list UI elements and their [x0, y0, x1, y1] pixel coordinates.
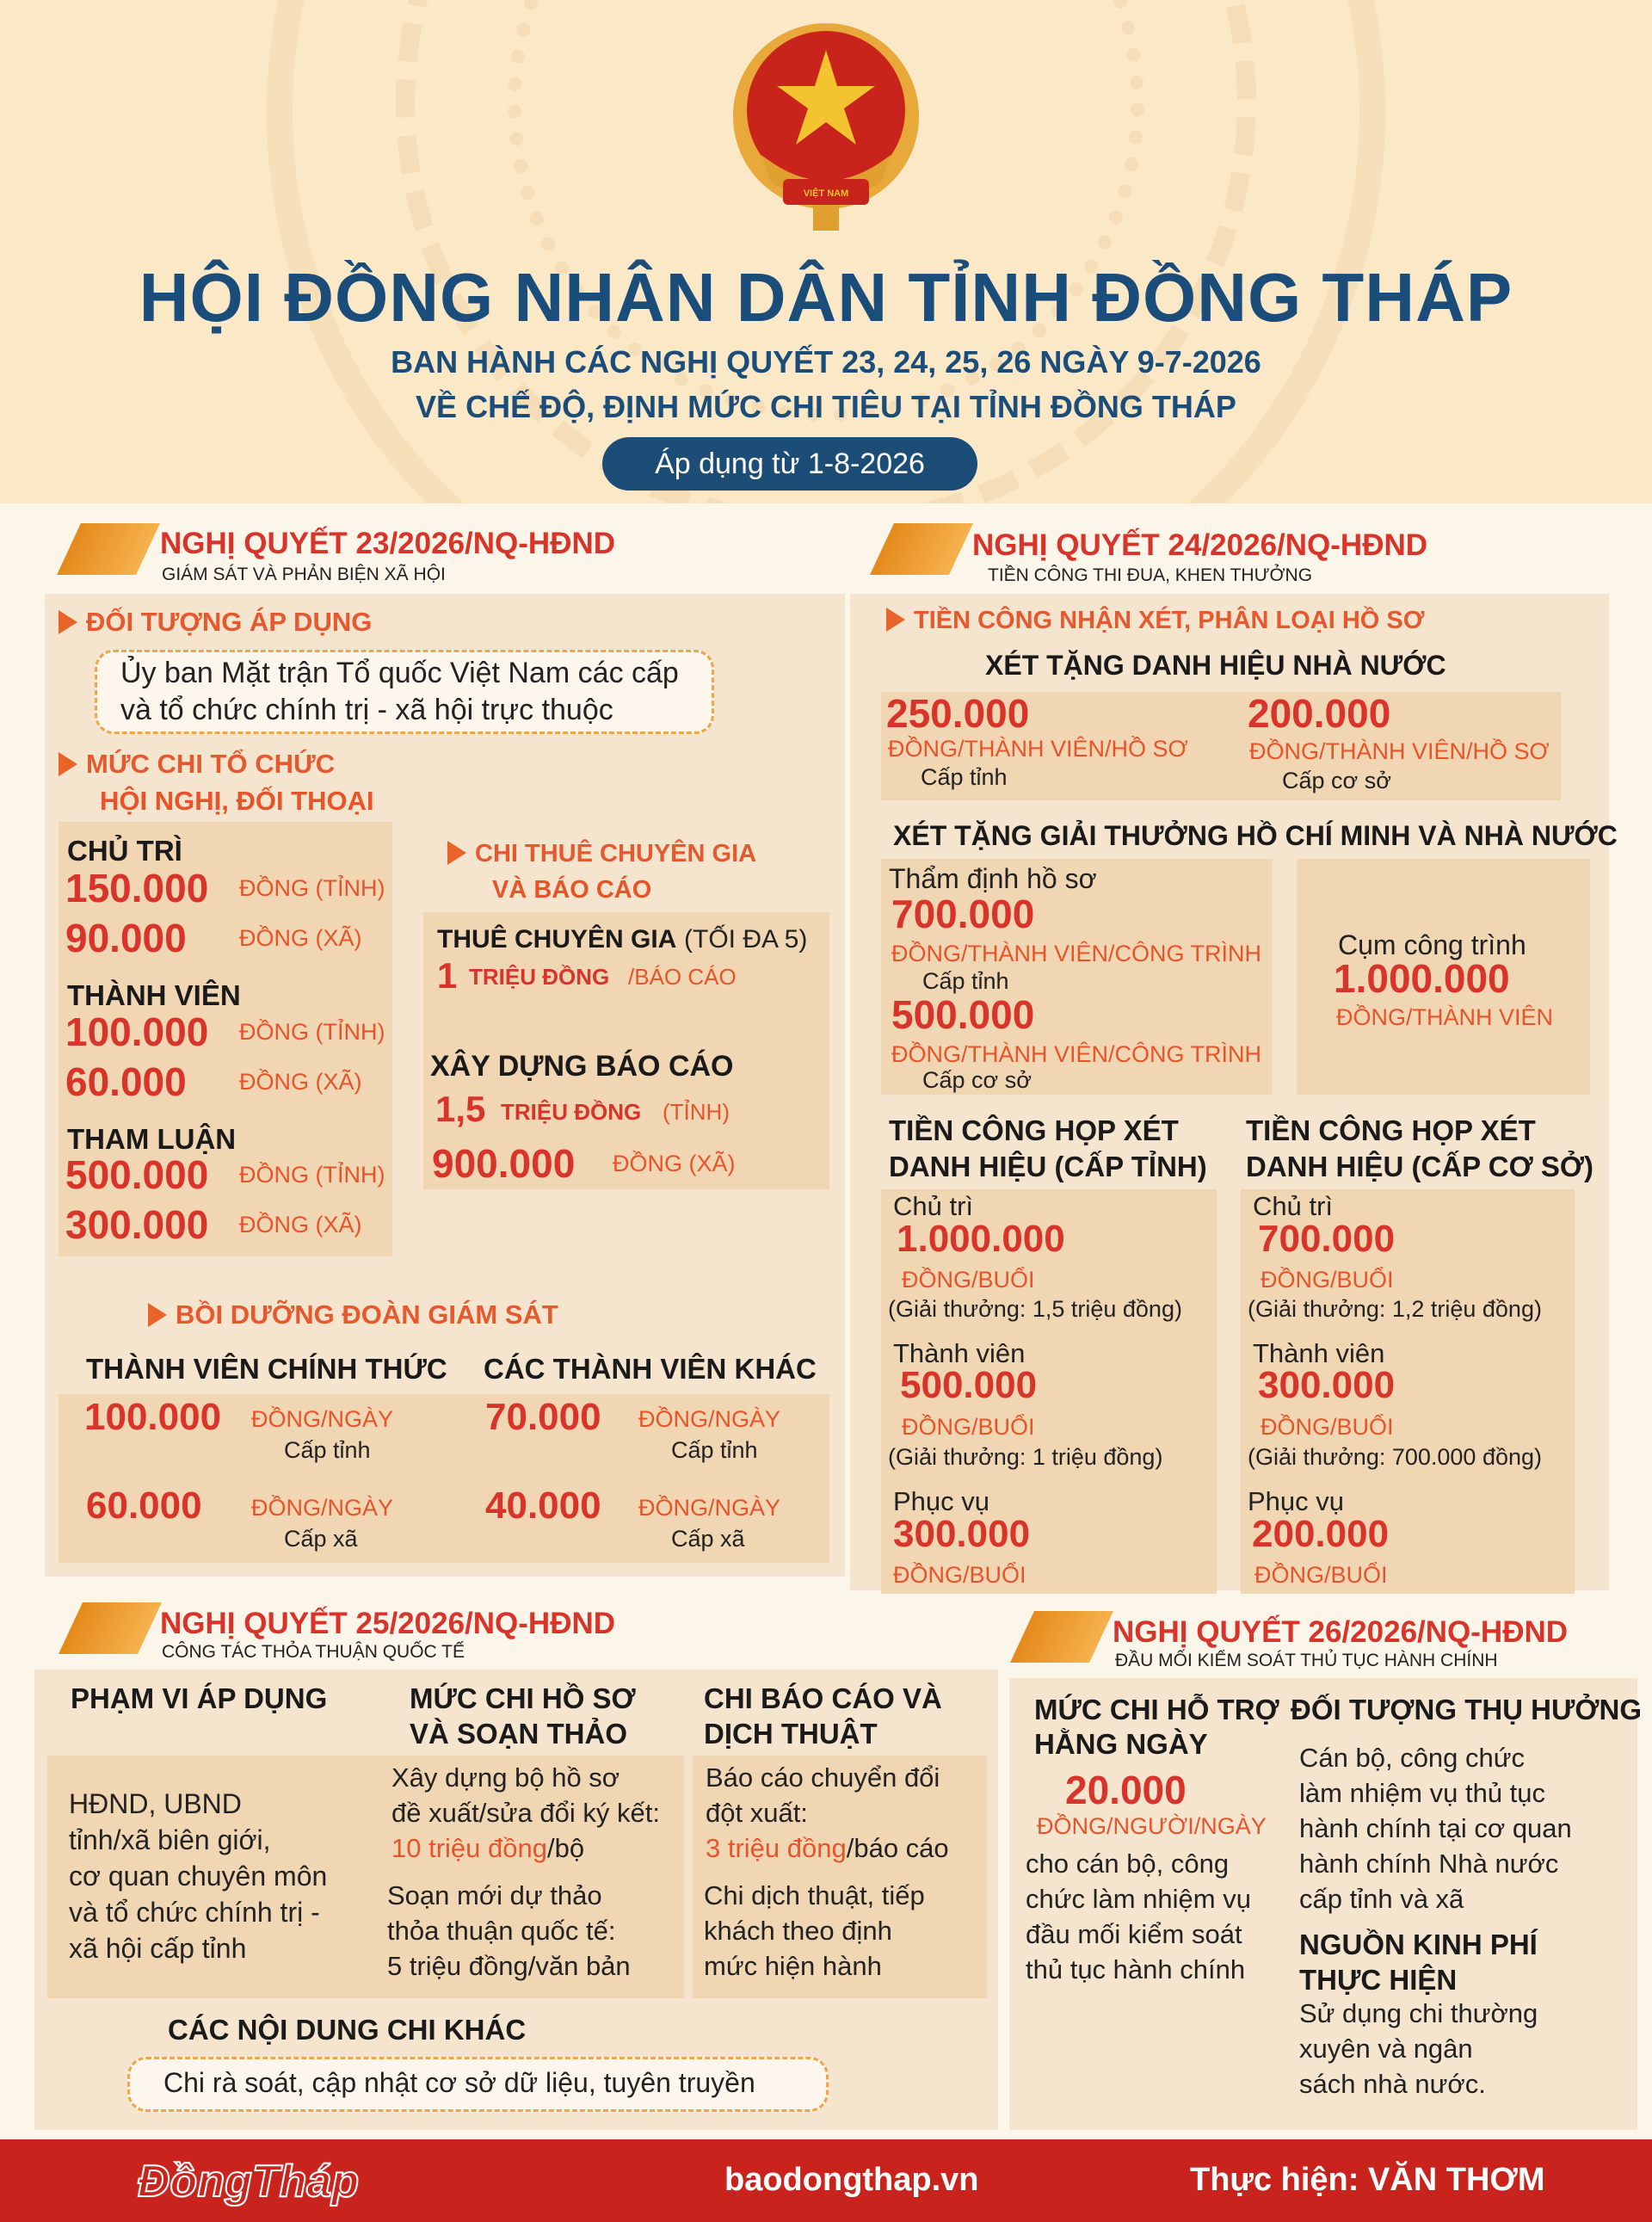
hop-co-so-thanh-vien-label: Thành viên [1253, 1338, 1385, 1368]
ho-so-line5: thỏa thuận quốc tế: [387, 1916, 616, 1946]
hop-co-so-thanh-vien-note: (Giải thưởng: 700.000 đồng) [1248, 1444, 1542, 1470]
xay-dung-bao-cao-label: XÂY DỰNG BÁO CÁO [430, 1050, 734, 1083]
hop-co-so-phuc-vu-unit: ĐỒNG/BUỔI [1254, 1562, 1388, 1588]
cum-cong-trinh-unit: ĐỒNG/THÀNH VIÊN [1336, 1004, 1554, 1030]
boi-duong-col1-heading: THÀNH VIÊN CHÍNH THỨC [86, 1353, 447, 1385]
boi-duong-c2-cap-tinh: Cấp tỉnh [671, 1437, 758, 1463]
boi-duong-c2-unit-tinh: ĐỒNG/NGÀY [638, 1406, 781, 1432]
thue-chuyen-gia-unit: TRIỆU ĐỒNG [469, 964, 610, 990]
thue-chuyen-gia-label: THUÊ CHUYÊN GIA [437, 925, 677, 954]
thu-huong-line1: Cán bộ, công chức [1299, 1743, 1526, 1773]
boi-duong-c1-unit-xa: ĐỒNG/NGÀY [251, 1495, 394, 1521]
bao-cao-heading-2: DỊCH THUẬT [704, 1718, 878, 1750]
nguon-kinh-phi-heading-1: NGUỒN KINH PHÍ [1299, 1929, 1538, 1960]
nha-nuoc-unit-tinh: ĐỒNG/THÀNH VIÊN/HỒ SƠ [888, 736, 1188, 762]
hop-tinh-phuc-vu-unit: ĐỒNG/BUỔI [893, 1562, 1026, 1588]
boi-duong-c1-cap-tinh: Cấp tỉnh [284, 1437, 371, 1463]
boi-duong-c2-unit-xa: ĐỒNG/NGÀY [638, 1495, 781, 1521]
apply-date-badge: Áp dụng từ 1-8-2026 [602, 437, 977, 491]
pham-vi-line5: xã hội cấp tỉnh [69, 1933, 247, 1964]
hcm-value-tinh: 700.000 [891, 892, 1035, 936]
thanh-vien-unit-tinh: ĐỒNG (TỈNH) [239, 1019, 385, 1045]
thanh-vien-label: THÀNH VIÊN [67, 979, 241, 1011]
hop-co-so-phuc-vu-value: 200.000 [1252, 1513, 1390, 1555]
hop-co-so-chu-tri-value: 700.000 [1258, 1218, 1396, 1260]
nq25-title: NGHỊ QUYẾT 25/2026/NQ-HĐND [160, 1607, 616, 1640]
nha-nuoc-cap-tinh: Cấp tỉnh [921, 764, 1008, 790]
cum-cong-trinh-label: Cụm công trình [1338, 929, 1526, 960]
cum-cong-trinh-value: 1.000.000 [1334, 956, 1510, 1001]
ho-tro-line1: cho cán bộ, công [1026, 1849, 1230, 1879]
hop-tinh-thanh-vien-note: (Giải thưởng: 1 triệu đồng) [888, 1444, 1163, 1470]
thanh-vien-value-tinh: 100.000 [65, 1009, 209, 1054]
nha-nuoc-unit-co-so: ĐỒNG/THÀNH VIÊN/HỒ SƠ [1249, 738, 1550, 764]
doi-tuong-heading: ĐỐI TƯỢNG ÁP DỤNG [59, 607, 372, 638]
pham-vi-heading: PHẠM VI ÁP DỤNG [71, 1682, 328, 1714]
hcm-heading: XÉT TẶNG GIẢI THƯỞNG HỒ CHÍ MINH VÀ NHÀ NƯỚC [893, 820, 1618, 851]
ho-so-line6: 5 triệu đồng/văn bản [387, 1951, 631, 1981]
nq24-subtitle: TIỀN CÔNG THI ĐUA, KHEN THƯỞNG [988, 565, 1313, 585]
hop-co-so-heading-1: TIỀN CÔNG HỌP XÉT [1246, 1114, 1536, 1146]
hop-tinh-phuc-vu-value: 300.000 [893, 1513, 1031, 1555]
hop-tinh-phuc-vu-label: Phục vụ [893, 1486, 990, 1516]
bao-cao-line2: đột xuất: [706, 1798, 808, 1828]
hop-tinh-thanh-vien-unit: ĐỒNG/BUỔI [902, 1414, 1035, 1440]
hop-tinh-heading-2: DANH HIỆU (CẤP TỈNH) [889, 1151, 1207, 1182]
nguon-kinh-phi-line3: sách nhà nước. [1299, 2069, 1486, 2099]
bao-cao-amount: 3 triệu đồng [706, 1833, 847, 1863]
bao-cao-suffix: /báo cáo [846, 1833, 949, 1863]
doi-tuong-line2: và tổ chức chính trị - xã hội trực thuộc [120, 694, 613, 726]
tham-luan-unit-xa: ĐỒNG (XÃ) [239, 1212, 362, 1238]
hop-tinh-thanh-vien-label: Thành viên [893, 1338, 1026, 1368]
page-title: HỘI ĐỒNG NHÂN DÂN TỈNH ĐỒNG THÁP [139, 259, 1513, 336]
hop-co-so-chu-tri-label: Chủ trì [1253, 1191, 1334, 1221]
tham-luan-value-xa: 300.000 [65, 1202, 209, 1247]
noi-dung-khac-heading: CÁC NỘI DUNG CHI KHÁC [168, 2014, 527, 2046]
boi-duong-heading: BỒI DƯỠNG ĐOÀN GIÁM SÁT [148, 1299, 558, 1330]
boi-duong-c1-cap-xa: Cấp xã [284, 1526, 358, 1552]
boi-duong-c1-unit-tinh: ĐỒNG/NGÀY [251, 1406, 394, 1432]
thu-huong-line5: cấp tỉnh và xã [1299, 1884, 1464, 1914]
hcm-unit-tinh: ĐỒNG/THÀNH VIÊN/CÔNG TRÌNH [891, 941, 1262, 966]
hop-tinh-thanh-vien-value: 500.000 [900, 1364, 1038, 1406]
ho-tro-unit: ĐỒNG/NGƯỜI/NGÀY [1037, 1813, 1267, 1839]
nq26-subtitle: ĐẦU MỐI KIỂM SOÁT THỦ TỤC HÀNH CHÍNH [1115, 1651, 1498, 1670]
muc-chi-ho-so-heading-1: MỨC CHI HỒ SƠ [410, 1682, 636, 1714]
nq24-stripe-icon [870, 523, 973, 575]
boi-duong-c2-value-tinh: 70.000 [485, 1396, 601, 1438]
nq26-stripe-icon [1010, 1611, 1113, 1663]
ho-tro-line3: đầu mối kiểm soát [1026, 1919, 1242, 1949]
nq25-subtitle: CÔNG TÁC THỎA THUẬN QUỐC TẾ [162, 1642, 465, 1662]
hop-tinh-chu-tri-label: Chủ trì [893, 1191, 974, 1221]
bao-cao-line5: khách theo định [704, 1916, 892, 1946]
footer-credit: Thực hiện: VĂN THƠM [1190, 2162, 1545, 2198]
bao-cao-line6: mức hiện hành [704, 1951, 882, 1981]
thue-chuyen-gia-value: 1 [437, 955, 458, 996]
hop-co-so-heading-2: DANH HIỆU (CẤP CƠ SỞ) [1246, 1151, 1594, 1182]
ho-so-line4: Soạn mới dự thảo [387, 1880, 602, 1910]
thanh-vien-unit-xa: ĐỒNG (XÃ) [239, 1069, 362, 1095]
chu-tri-unit-tinh: ĐỒNG (TỈNH) [239, 875, 385, 901]
ho-so-line1: Xây dựng bộ hồ sơ [391, 1762, 620, 1793]
footer-site-link[interactable]: baodongthap.vn [724, 2162, 979, 2198]
pham-vi-line2: tỉnh/xã biên giới, [69, 1824, 271, 1855]
thue-chuyen-gia-note: (TỐI ĐA 5) [684, 925, 808, 954]
bao-cao-line1: Báo cáo chuyển đổi [706, 1762, 940, 1793]
muc-chi-heading-1: MỨC CHI TỔ CHỨC [59, 749, 335, 780]
doi-tuong-thu-huong-heading: ĐỐI TƯỢNG THỤ HƯỞNG [1291, 1694, 1643, 1725]
hcm-cap-co-so: Cấp cơ sở [922, 1067, 1032, 1093]
chu-tri-value-tinh: 150.000 [65, 866, 209, 910]
ho-tro-line4: thủ tục hành chính [1026, 1954, 1246, 1984]
nq26-title: NGHỊ QUYẾT 26/2026/NQ-HĐND [1113, 1615, 1569, 1649]
ho-so-amount: 10 triệu đồng [391, 1833, 547, 1863]
nguon-kinh-phi-line2: xuyên và ngân [1299, 2034, 1473, 2064]
svg-text:VIỆT NAM: VIỆT NAM [803, 188, 849, 199]
bao-cao-heading-1: CHI BÁO CÁO VÀ [704, 1682, 942, 1714]
xay-dung-suffix-tinh: (TỈNH) [663, 1099, 730, 1125]
chu-tri-unit-xa: ĐỒNG (XÃ) [239, 925, 362, 951]
ho-tro-line2: chức làm nhiệm vụ [1026, 1884, 1251, 1914]
nguon-kinh-phi-line1: Sử dụng chi thường [1299, 1998, 1538, 2028]
doi-tuong-line1: Ủy ban Mặt trận Tổ quốc Việt Nam các cấp [120, 657, 679, 689]
nq25-stripe-icon [59, 1602, 162, 1654]
pham-vi-line4: và tổ chức chính trị - [69, 1897, 320, 1928]
thu-huong-line2: làm nhiệm vụ thủ tục [1299, 1778, 1546, 1808]
pham-vi-line1: HĐND, UBND [69, 1788, 242, 1819]
thu-huong-line4: hành chính Nhà nước [1299, 1849, 1559, 1879]
boi-duong-c1-value-xa: 60.000 [86, 1484, 202, 1527]
tham-luan-unit-tinh: ĐỒNG (TỈNH) [239, 1162, 385, 1188]
tham-luan-value-tinh: 500.000 [65, 1152, 209, 1197]
xay-dung-unit-tinh: TRIỆU ĐỒNG [501, 1099, 642, 1125]
xay-dung-value-xa: 900.000 [432, 1141, 576, 1186]
hop-co-so-thanh-vien-value: 300.000 [1258, 1364, 1396, 1406]
hop-tinh-chu-tri-unit: ĐỒNG/BUỔI [902, 1267, 1035, 1293]
nq23-title: NGHỊ QUYẾT 23/2026/NQ-HĐND [160, 527, 616, 560]
thue-chuyen-gia-suffix: /BÁO CÁO [628, 964, 737, 990]
hop-co-so-chu-tri-note: (Giải thưởng: 1,2 triệu đồng) [1248, 1296, 1542, 1322]
tham-dinh-label: Thẩm định hồ sơ [889, 863, 1097, 894]
ho-tro-heading-2: HẰNG NGÀY [1034, 1728, 1208, 1760]
nq24-title: NGHỊ QUYẾT 24/2026/NQ-HĐND [972, 528, 1428, 562]
boi-duong-c2-value-xa: 40.000 [485, 1484, 601, 1527]
chu-tri-label: CHỦ TRÌ [67, 835, 182, 867]
boi-duong-c2-cap-xa: Cấp xã [671, 1526, 745, 1552]
bao-cao-line4: Chi dịch thuật, tiếp [704, 1880, 925, 1910]
nq23-subtitle: GIÁM SÁT VÀ PHẢN BIỆN XÃ HỘI [162, 565, 446, 584]
chu-tri-value-xa: 90.000 [65, 916, 187, 960]
ho-tro-heading-1: MỨC CHI HỖ TRỢ [1034, 1694, 1279, 1725]
nha-nuoc-value-co-so: 200.000 [1248, 691, 1391, 736]
chuyen-gia-heading-1: CHI THUÊ CHUYÊN GIA [447, 840, 756, 868]
hop-co-so-chu-tri-unit: ĐỒNG/BUỔI [1261, 1267, 1394, 1293]
nguon-kinh-phi-heading-2: THỰC HIỆN [1299, 1964, 1458, 1996]
ho-tro-value: 20.000 [1065, 1768, 1187, 1812]
tham-luan-label: THAM LUẬN [67, 1123, 237, 1155]
hcm-unit-co-so: ĐỒNG/THÀNH VIÊN/CÔNG TRÌNH [891, 1041, 1262, 1067]
nha-nuoc-cap-co-so: Cấp cơ sở [1282, 768, 1391, 793]
hop-tinh-heading-1: TIỀN CÔNG HỌP XÉT [889, 1114, 1179, 1146]
nha-nuoc-value-tinh: 250.000 [886, 691, 1030, 736]
thanh-vien-value-xa: 60.000 [65, 1059, 187, 1104]
footer-logo: ĐồngTháp [138, 2157, 360, 2207]
hcm-cap-tinh: Cấp tỉnh [922, 968, 1009, 994]
muc-chi-ho-so-heading-2: VÀ SOẠN THẢO [410, 1718, 628, 1750]
noi-dung-khac-text: Chi rà soát, cập nhật cơ sở dữ liệu, tuyên truyền [163, 2067, 755, 2098]
pham-vi-line3: cơ quan chuyên môn [69, 1861, 328, 1892]
nq23-stripe-icon [57, 523, 160, 575]
ho-so-line2: đề xuất/sửa đổi ký kết: [391, 1798, 660, 1828]
xay-dung-value-tinh: 1,5 [435, 1089, 486, 1129]
hop-co-so-phuc-vu-label: Phục vụ [1248, 1486, 1345, 1516]
thu-huong-line3: hành chính tại cơ quan [1299, 1813, 1572, 1843]
boi-duong-col2-heading: CÁC THÀNH VIÊN KHÁC [484, 1353, 817, 1385]
muc-chi-heading-2: HỘI NGHỊ, ĐỐI THOẠI [100, 786, 374, 816]
page-subtitle-2: VỀ CHẾ ĐỘ, ĐỊNH MỨC CHI TIÊU TẠI TỈNH ĐỒNG THÁP [416, 389, 1236, 424]
ho-so-suffix: /bộ [546, 1833, 585, 1863]
xay-dung-unit-xa: ĐỒNG (XÃ) [613, 1151, 736, 1176]
hop-tinh-chu-tri-value: 1.000.000 [897, 1218, 1065, 1260]
hcm-value-co-so: 500.000 [891, 992, 1035, 1037]
hop-co-so-thanh-vien-unit: ĐỒNG/BUỔI [1261, 1414, 1394, 1440]
nha-nuoc-heading: XÉT TẶNG DANH HIỆU NHÀ NƯỚC [985, 650, 1446, 681]
page-subtitle-1: BAN HÀNH CÁC NGHỊ QUYẾT 23, 24, 25, 26 NGÀY 9-7-2026 [391, 344, 1261, 380]
nq24-heading: TIỀN CÔNG NHẬN XÉT, PHÂN LOẠI HỒ SƠ [886, 607, 1425, 635]
boi-duong-c1-value-tinh: 100.000 [84, 1396, 222, 1438]
chuyen-gia-heading-2: VÀ BÁO CÁO [492, 876, 652, 904]
hop-tinh-chu-tri-note: (Giải thưởng: 1,5 triệu đồng) [888, 1296, 1182, 1322]
national-emblem-icon [727, 17, 925, 241]
